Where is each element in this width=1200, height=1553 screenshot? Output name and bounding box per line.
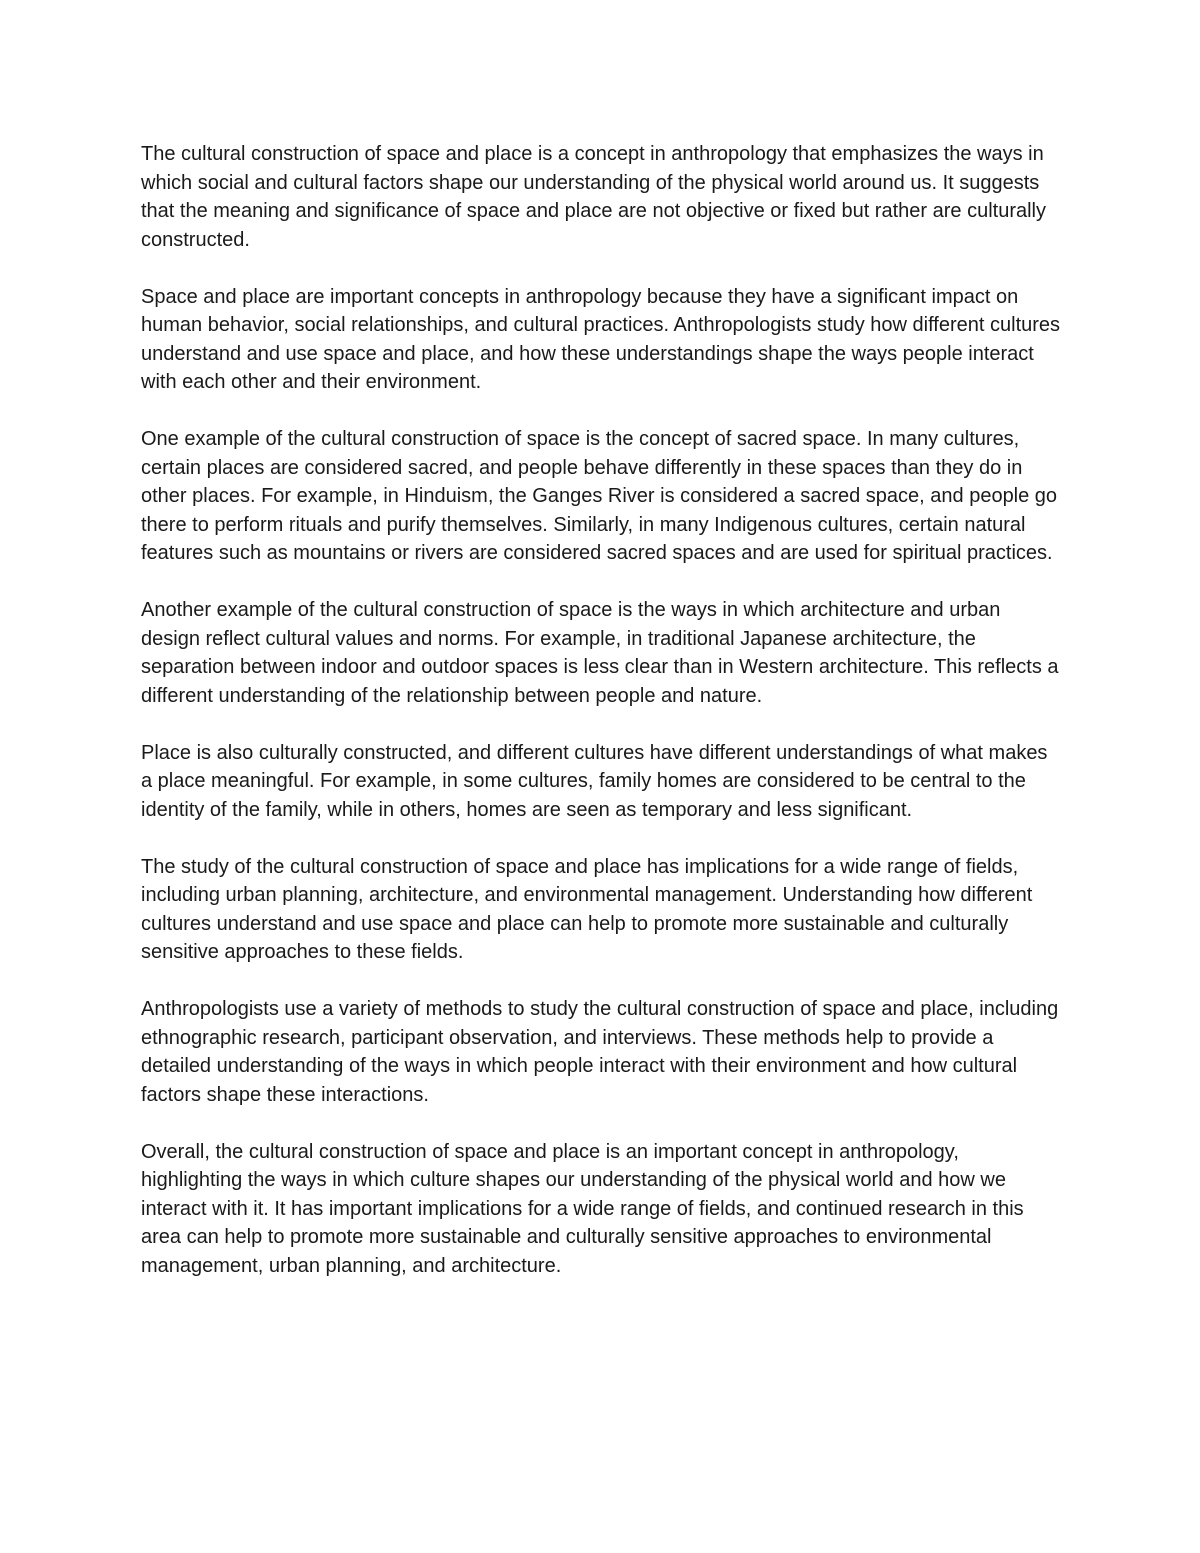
document-body (141, 140, 1063, 1309)
paragraph-6: The study of the cultural construction of space and place has implications for a wide range of fields, including urban planning, architecture, and environmental management. Understanding how different cultures understand and use space and place can help to promote more sustainable and culturally sensitive approaches to these fields. (141, 855, 1033, 963)
paragraph-2: Space and place are important concepts in anthropology because they have a significant impact on human behavior, social relationships, and cultural practices. Anthropologists study how different cultures understand and use space and place, and how these understandings shape the ways people interact with each other and their environment. (141, 285, 1061, 393)
paragraph-5: Place is also culturally constructed, and different cultures have different understandings of what makes a place meaningful. For example, in some cultures, family homes are considered to be central to the identity of the family, while in others, homes are seen as temporary and less significant. (141, 741, 1048, 821)
paragraph-3: One example of the cultural construction of space is the concept of sacred space. In many cultures, certain places are considered sacred, and people behave differently in these spaces than they do in other places. For example, in Hinduism, the Ganges River is considered a sacred space, and people go there to perform rituals and purify themselves. Similarly, in many Indigenous cultures, certain natural features such as mountains or rivers are considered sacred spaces and are used for spiritual practices. (141, 428, 1058, 564)
paragraph-1: The cultural construction of space and place is a concept in anthropology that emphasizes the ways in which social and cultural factors shape our understanding of the physical world around us. It suggests that the meaning and significance of space and place are not objective or fixed but rather are culturally constructed. (141, 143, 1046, 251)
paragraph-8: Overall, the cultural construction of space and place is an important concept in anthropology, highlighting the ways in which culture shapes our understanding of the physical world and how we interact with it. It has important implications for a wide range of fields, and continued research in this area can help to promote more sustainable and culturally sensitive approaches to environmental management, urban planning, and architecture. (141, 1140, 1024, 1277)
paragraph-4: Another example of the cultural construction of space is the ways in which architecture and urban design reflect cultural values and norms. For example, in traditional Japanese architecture, the separation between indoor and outdoor spaces is less clear than in Western architecture. This reflects a different understanding of the relationship between people and nature. (141, 599, 1059, 707)
paragraph-7: Anthropologists use a variety of methods to study the cultural construction of space and place, including ethnographic research, participant observation, and interviews. These methods help to provide a detailed understanding of the ways in which people interact with their environment and how cultural factors shape these interactions. (141, 998, 1059, 1106)
